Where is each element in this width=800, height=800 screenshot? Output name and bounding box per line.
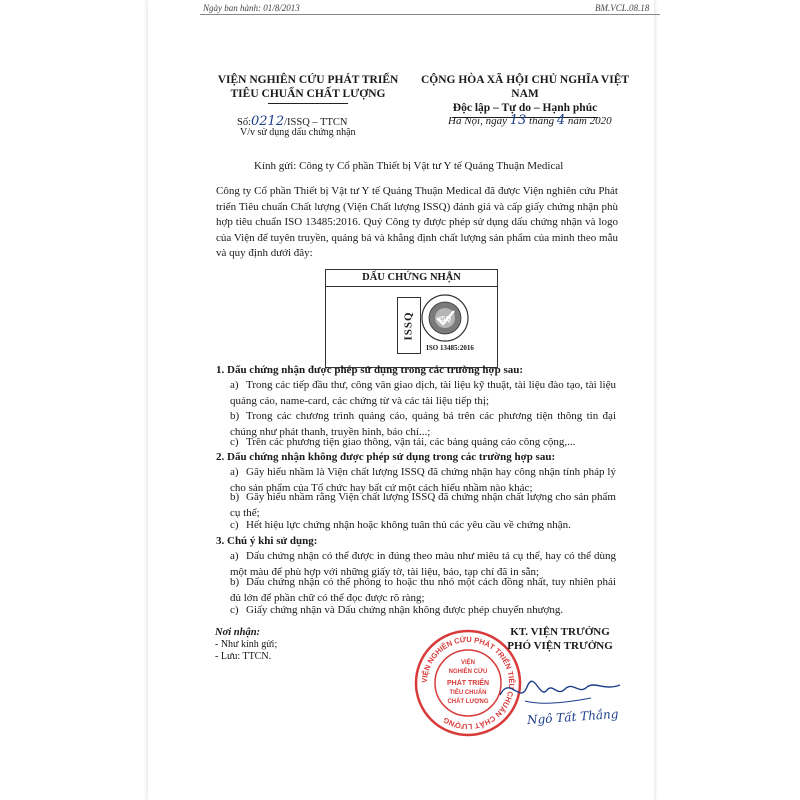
so-number-handwritten: 0212 [251,114,285,129]
header-divider [200,14,660,15]
national-motto [412,73,638,118]
seal-center-line-3: PHÁT TRIỂN [447,680,489,687]
form-code: BM.VCL.08.18 [595,3,650,13]
date-day-handwritten: 13 [509,113,527,128]
iso-standard-label: ISO 13485:2016 [426,344,474,352]
date-month-label: tháng [529,115,555,127]
document-date [448,113,612,128]
distribution-title: Nơi nhận: [215,627,261,638]
signatory-title [480,625,640,653]
seal-center-line-1: VIỆN [460,660,476,666]
seal-ring-text: VIỆN NGHIÊN CỨU PHÁT TRIỂN TIÊU CHUẨN CHẤT LƯỢNG [419,634,517,732]
distribution-line-2: - Lưu: TTCN. [215,651,272,662]
distribution-list [215,627,277,663]
recipient-line: Kính gửi: Công ty Cổ phần Thiết bị Vật tư Y tế Quảng Thuận Medical [254,160,564,172]
distribution-line-1: - Như kính gửi; [215,639,278,650]
section-1-item-c: c) Trên các phương tiện giao thông, vận tải, các bảng quảng cáo công cộng,... [230,436,576,448]
issq-logo-text: ISQ [438,316,452,323]
section-2-item-c: c) Hết hiệu lực chứng nhận hoặc không tuân thủ các yêu cầu về chứng nhận. [230,519,571,531]
section-3-item-c: c) Giấy chứng nhận và Dấu chứng nhận không được phép chuyển nhượng. [230,604,564,616]
issuing-organization [208,73,408,104]
org-name-line1: VIỆN NGHIÊN CỨU PHÁT TRIỂN [217,74,399,86]
issq-logo-icon [420,293,470,343]
section-3-item-a: a) Dấu chứng nhận có thể được in đúng theo màu như miêu tả cụ thể, hay có thể dùng một màu để phù hợp với những giấy tờ, tài liệu, báo, tạp chí đã in sẵn; [230,550,616,578]
intro-paragraph: Công ty Cổ phần Thiết bị Vật tư Y tế Quảng Thuận Medical đã được Viện nghiên cứu Phát triển Tiêu chuẩn Chất lượng (Viện Chất lượng ISSQ) đánh giá và cấp giấy chứng nhận phù hợp tiêu chuẩn ISO 13485:2016. Quý Công ty được phép sử dụng dấu chứng nhận và logo của Viện để tuyên truyền, quảng bá và khẳng định chất lượng sản phẩm của mình theo mẫu và quy định dưới đây: [216,185,618,259]
motto: Độc lập – Tự do – Hạnh phúc [452,102,598,114]
org-name-line2: TIÊU CHUẨN CHẤT LƯỢNG [230,88,386,100]
certification-mark-title: DẤU CHỨNG NHẬN [326,270,497,287]
date-year: năm 2020 [567,115,612,127]
signatory-line-1: KT. VIỆN TRƯỞNG [510,626,610,638]
seal-center-line-4: TIÊU CHUẨN [449,690,487,696]
section-1-item-a: a) Trong các tiếp đầu thư, công văn giao dịch, tài liệu kỹ thuật, tài liệu đào tạo, tài liệu quảng cáo, name-card, các chứng từ và các tài liệu tiếp thị; [230,379,616,407]
document-subject: V/v sử dụng dấu chứng nhận [240,127,356,138]
date-prefix: Hà Nội, ngày [448,115,507,127]
issue-date: Ngày ban hành: 01/8/2013 [203,3,300,13]
section-2-item-a: a) Gây hiểu nhầm là Viện chất lượng ISSQ đã chứng nhận hay công nhận tính pháp lý cho sản phẩm của Tổ chức hay bất cứ một cách hiểu nhầm nào khác; [230,466,616,494]
so-label: Số: [237,117,252,128]
section-3-title: 3. Chú ý khi sử dụng: [216,535,318,547]
org-underline [268,103,348,104]
date-month-handwritten: 4 [556,113,566,128]
section-2-item-b: b) Gây hiểu nhầm rằng Viện chất lượng ISSQ đã chứng nhận chất lượng cho sản phẩm cụ thể; [230,491,616,519]
seal-center-line-2: NGHIÊN CỨU [448,669,488,675]
section-2-title: 2. Dấu chứng nhận không được phép sử dụng trong các trường hợp sau: [216,451,556,463]
so-suffix: /ISSQ – TTCN [284,117,348,128]
section-1-item-b: b) Trong các chương trình quảng cáo, quảng bá trên các phương tiện thông tin đại chúng như phát thanh, truyền hình, báo chí...; [230,410,616,438]
seal-center-line-5: CHẤT LƯỢNG [447,699,489,705]
issq-vertical-label: ISSQ [397,297,421,354]
country-name: CỘNG HÒA XÃ HỘI CHỦ NGHĨA VIỆT NAM [420,74,630,100]
signatory-line-2: PHÓ VIỆN TRƯỞNG [507,640,613,652]
section-3-item-b: b) Dấu chứng nhận có thể phóng to hoặc thu nhỏ một cách đồng nhất, tuy nhiên phải đủ lớn để phần chữ có thể đọc được rõ ràng; [230,576,616,604]
section-1-title: 1. Dấu chứng nhận được phép sử dụng trong các trường hợp sau: [216,364,524,376]
signatory-name: Ngô Tất Thắng [526,706,619,728]
